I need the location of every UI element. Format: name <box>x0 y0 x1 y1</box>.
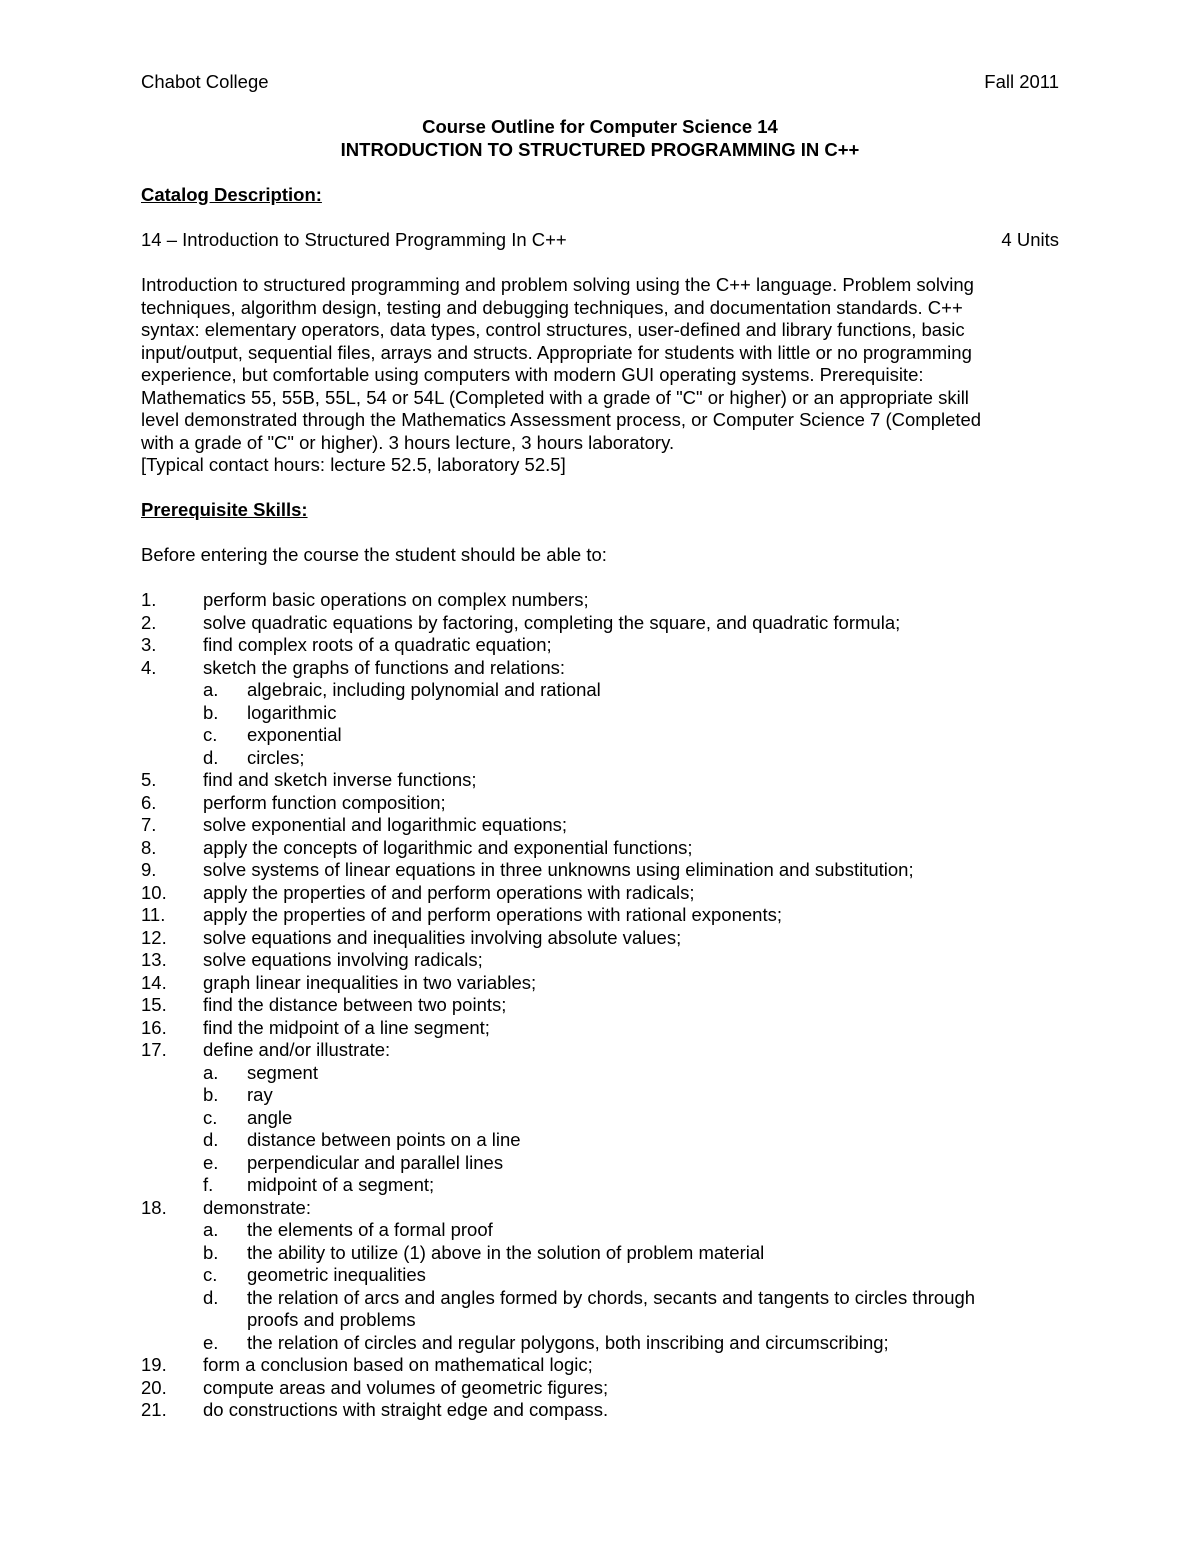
sub-list-item-text: the elements of a formal proof <box>247 1219 493 1240</box>
sub-list-item-text: the ability to utilize (1) above in the solution of problem material <box>247 1241 765 1263</box>
list-item <box>141 859 1059 882</box>
list-item <box>141 1399 1059 1422</box>
sub-list-item <box>141 1107 1059 1130</box>
list-item <box>141 792 1059 815</box>
list-item-text: find complex roots of a quadratic equation; <box>203 634 552 655</box>
sub-list-item-text: segment <box>247 1061 318 1083</box>
list-item <box>141 972 1059 995</box>
list-item-text: graph linear inequalities in two variables; <box>203 971 537 993</box>
course-title: Course Outline for Computer Science 14 <box>422 116 778 137</box>
description-line: [Typical contact hours: lecture 52.5, laboratory 52.5] <box>141 454 566 475</box>
description-line: syntax: elementary operators, data types, control structures, user-defined and library functions, basic <box>141 319 965 340</box>
catalog-description <box>141 274 1059 477</box>
sub-list-item <box>141 1084 1059 1107</box>
list-item-number: 17. <box>141 1039 167 1060</box>
sub-list-item-letter: a. <box>203 1061 219 1083</box>
list-item <box>141 994 1059 1017</box>
prereq-heading: Prerequisite Skills: <box>141 499 308 520</box>
prereq-intro: Before entering the course the student should be able to: <box>141 544 607 565</box>
sub-list-item-text: exponential <box>247 724 342 745</box>
list-item-number: 10. <box>141 881 167 903</box>
sub-list-item-letter: e. <box>203 1331 219 1353</box>
list-item <box>141 612 1059 635</box>
list-item-text: solve quadratic equations by factoring, completing the square, and quadratic formula; <box>203 611 901 633</box>
list-item-text: solve exponential and logarithmic equations; <box>203 814 568 835</box>
list-item-number: 2. <box>141 611 157 633</box>
list-item-number: 6. <box>141 791 157 813</box>
sub-list-item-text: algebraic, including polynomial and rational <box>247 679 601 700</box>
list-item <box>141 1017 1059 1040</box>
sub-list-item-text: geometric inequalities <box>247 1264 426 1285</box>
sub-list-item <box>141 1287 1059 1310</box>
list-item-text: apply the properties of and perform operations with rational exponents; <box>203 904 782 925</box>
sub-list-item-text: the relation of arcs and angles formed by chords, secants and tangents to circles through <box>247 1286 976 1308</box>
sub-list-item <box>141 1332 1059 1355</box>
list-item-number: 19. <box>141 1354 167 1375</box>
sub-list-item <box>141 1242 1059 1265</box>
sub-list-item-continuation <box>141 1309 1059 1332</box>
list-item-number: 7. <box>141 814 157 835</box>
list-item-text: sketch the graphs of functions and relations: <box>203 656 565 678</box>
list-item-text: solve equations and inequalities involving absolute values; <box>203 926 682 948</box>
sub-list-item <box>141 724 1059 747</box>
list-item-number: 1. <box>141 589 157 610</box>
sub-list-item-text: the relation of circles and regular polygons, both inscribing and circumscribing; <box>247 1331 889 1353</box>
header-term: Fall 2011 <box>984 71 1059 92</box>
sub-list-item <box>141 1174 1059 1197</box>
list-item-number: 4. <box>141 656 157 678</box>
list-item <box>141 589 1059 612</box>
list-item <box>141 769 1059 792</box>
list-item <box>141 1377 1059 1400</box>
list-item-text: demonstrate: <box>203 1196 311 1218</box>
list-item-number: 11. <box>141 904 166 925</box>
sub-list-item-text: angle <box>247 1106 293 1128</box>
sub-list-item <box>141 702 1059 725</box>
list-item-number: 18. <box>141 1196 167 1218</box>
description-line: input/output, sequential files, arrays and structs. Appropriate for students with little or no programming <box>141 341 972 363</box>
prereq-list <box>141 589 1059 1422</box>
list-item-text: solve systems of linear equations in three unknowns using elimination and substitution; <box>203 859 914 880</box>
description-line: Introduction to structured programming and problem solving using the C++ language. Problem solving <box>141 274 974 295</box>
sub-list-item-letter: c. <box>203 1106 218 1128</box>
sub-list-item-letter: e. <box>203 1151 219 1173</box>
sub-list-item-letter: b. <box>203 1241 219 1263</box>
sub-list-item <box>141 747 1059 770</box>
list-item <box>141 904 1059 927</box>
sub-list-item-continuation-text: proofs and problems <box>247 1309 416 1330</box>
sub-list-item-letter: d. <box>203 1129 219 1150</box>
list-item-text: form a conclusion based on mathematical logic; <box>203 1354 593 1375</box>
list-item-text: do constructions with straight edge and compass. <box>203 1399 609 1420</box>
course-subtitle: INTRODUCTION TO STRUCTURED PROGRAMMING IN C++ <box>340 139 860 160</box>
sub-list-item-letter: c. <box>203 1264 218 1285</box>
sub-list-item-letter: c. <box>203 724 218 745</box>
list-item <box>141 882 1059 905</box>
header-college: Chabot College <box>141 71 269 92</box>
list-item-text: define and/or illustrate: <box>203 1039 391 1060</box>
sub-list-item <box>141 1219 1059 1242</box>
list-item <box>141 837 1059 860</box>
list-item-number: 15. <box>141 994 167 1015</box>
list-item-text: apply the properties of and perform operations with radicals; <box>203 881 695 903</box>
sub-list-item <box>141 1129 1059 1152</box>
description-line: techniques, algorithm design, testing and debugging techniques, and documentation standards. C++ <box>141 296 963 318</box>
list-item-number: 8. <box>141 836 157 858</box>
list-item <box>141 927 1059 950</box>
sub-list-item-letter: f. <box>203 1174 214 1195</box>
description-line: Mathematics 55, 55B, 55L, 54 or 54L (Completed with a grade of "C" or higher) or an appropriate skill <box>141 386 969 408</box>
sub-list-item-text: ray <box>247 1084 273 1105</box>
list-item <box>141 634 1059 657</box>
list-item-number: 21. <box>141 1399 167 1420</box>
sub-list-item <box>141 1264 1059 1287</box>
list-item-text: apply the concepts of logarithmic and exponential functions; <box>203 836 693 858</box>
list-item-text: compute areas and volumes of geometric figures; <box>203 1376 609 1398</box>
sub-list-item-letter: d. <box>203 746 219 768</box>
list-item <box>141 814 1059 837</box>
list-item-text: find and sketch inverse functions; <box>203 769 477 790</box>
list-item <box>141 1354 1059 1377</box>
sub-list-item <box>141 1062 1059 1085</box>
sub-list-item <box>141 1152 1059 1175</box>
list-item <box>141 949 1059 972</box>
list-item-text: find the midpoint of a line segment; <box>203 1016 490 1038</box>
sub-list-item-letter: b. <box>203 701 219 723</box>
list-item-text: solve equations involving radicals; <box>203 949 483 970</box>
list-item-text: perform function composition; <box>203 791 446 813</box>
list-item-text: find the distance between two points; <box>203 994 507 1015</box>
sub-list-item-letter: d. <box>203 1286 219 1308</box>
sub-list-item-text: circles; <box>247 746 305 768</box>
catalog-heading: Catalog Description: <box>141 184 322 205</box>
list-item-text: perform basic operations on complex numbers; <box>203 589 589 610</box>
list-item-number: 14. <box>141 971 167 993</box>
description-line: level demonstrated through the Mathematics Assessment process, or Computer Science 7 (Completed <box>141 409 982 430</box>
list-item-number: 3. <box>141 634 157 655</box>
list-item-number: 12. <box>141 926 167 948</box>
list-item-number: 13. <box>141 949 167 970</box>
list-item <box>141 657 1059 680</box>
sub-list-item-text: perpendicular and parallel lines <box>247 1151 504 1173</box>
sub-list-item-letter: a. <box>203 1219 219 1240</box>
sub-list-item-text: logarithmic <box>247 701 337 723</box>
description-line: with a grade of "C" or higher). 3 hours lecture, 3 hours laboratory. <box>141 431 675 453</box>
list-item-number: 9. <box>141 859 157 880</box>
sub-list-item-letter: b. <box>203 1084 219 1105</box>
list-item-number: 5. <box>141 769 157 790</box>
course-name: 14 – Introduction to Structured Programming In C++ <box>141 229 567 250</box>
sub-list-item <box>141 679 1059 702</box>
sub-list-item-text: distance between points on a line <box>247 1129 521 1150</box>
sub-list-item-letter: a. <box>203 679 219 700</box>
course-units: 4 Units <box>1001 229 1059 250</box>
sub-list-item-text: midpoint of a segment; <box>247 1174 435 1195</box>
list-item-number: 16. <box>141 1016 167 1038</box>
list-item-number: 20. <box>141 1376 167 1398</box>
list-item <box>141 1039 1059 1062</box>
description-line: experience, but comfortable using computers with modern GUI operating systems. Prerequisite: <box>141 364 924 385</box>
list-item <box>141 1197 1059 1220</box>
